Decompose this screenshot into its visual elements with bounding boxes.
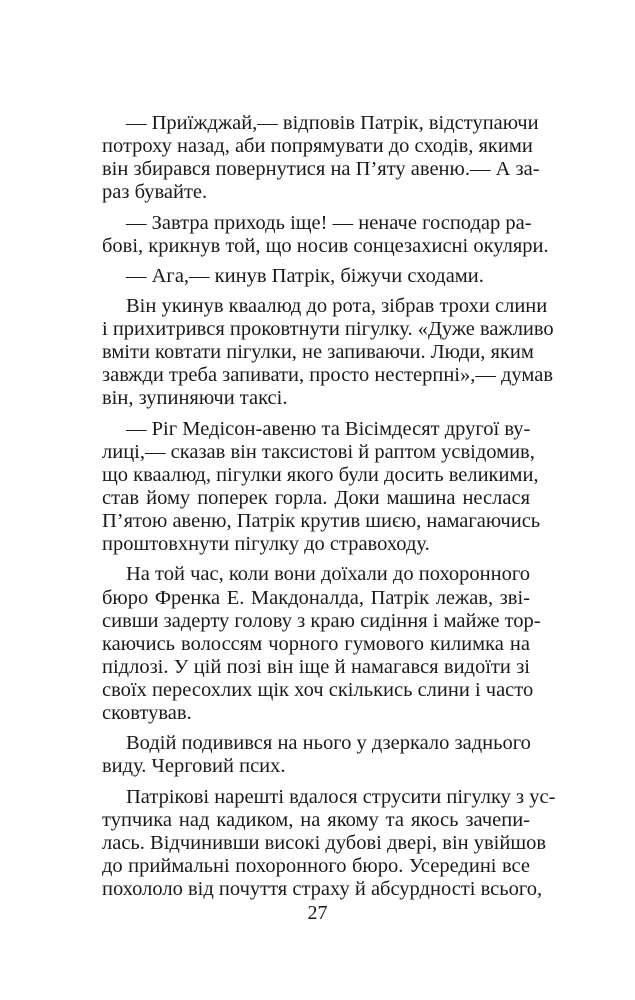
page-number: 27	[307, 902, 328, 924]
text-line: він збирався повернутися на П’яту авеню.— А за-	[102, 158, 540, 181]
text-line: до приймальні похоронного бюро. Усередині все	[102, 854, 530, 877]
text-line: Водій подивився на нього у дзеркало заднього	[126, 732, 531, 755]
text-line: П’ятою авеню, Патрік крутив шиєю, намагаючись	[102, 510, 541, 533]
text-line: лиці,— сказав він таксистові й раптом усвідомив,	[102, 440, 535, 463]
text-line: проштовхнути пігулку до стравоходу.	[102, 533, 430, 556]
text-line: своїх пересохлих щік хоч скількись слини і часто	[102, 679, 534, 701]
text-line: бові, крикнув той, що носив сонцезахисні окуляри.	[102, 234, 549, 257]
text-line: Патрікові нарешті вдалося струсити пігулку з ус-	[126, 785, 556, 808]
text-line: похололо від почуття страху й абсурдності всього,	[102, 878, 543, 900]
text-line: — Ага,— кинув Патрік, біжучи сходами.	[126, 264, 484, 287]
text-line: — Приїжджай,— відповів Патрік, відступаючи	[126, 112, 539, 134]
text-line: що кваалюд, пігулки якого були досить великими,	[102, 463, 539, 486]
text-line: лась. Відчинивши високі дубові двері, він увійшов	[102, 831, 547, 854]
text-line: На той час, коли вони доїхали до похоронного	[126, 563, 530, 586]
text-line: став йому поперек горла. Доки машина неслася	[102, 486, 530, 509]
text-line: і прихитрився проковтнути пігулку. «Дуже важливо	[102, 318, 554, 340]
text-line: він, зупиняючи таксі.	[102, 387, 288, 410]
text-line: підлозі. У цій позі він іще й намагався видоїти зі	[102, 655, 530, 678]
text-line: завжди треба запивати, просто нестерпні»,— думав	[102, 364, 553, 387]
text-line: потроху назад, аби попрямувати до сходів, якими	[102, 135, 533, 158]
text-line: вміти ковтати пігулки, не запиваючи. Люди, яким	[102, 341, 534, 364]
text-line: виду. Черговий псих.	[102, 755, 286, 778]
text-line: бюро Френка Е. Макдоналда, Патрік лежав, зві-	[102, 586, 530, 609]
text-line: раз бувайте.	[102, 181, 208, 204]
text-line: тупчика над кадиком, на якому та якось зачепи-	[102, 808, 530, 831]
text-line: — Завтра приходь іще! — неначе господар ра-	[126, 211, 532, 234]
text-line: сивши задерту голову з краю сидіння і майже тор-	[102, 609, 541, 632]
text-line: — Ріг Медісон-авеню та Вісімдесят другої ву-	[126, 417, 531, 440]
text-line: каючись волоссям чорного гумового килимка на	[102, 632, 530, 655]
text-line: Він укинув кваалюд до рота, зібрав трохи слини	[126, 294, 548, 317]
text-line: сковтував.	[102, 702, 192, 725]
